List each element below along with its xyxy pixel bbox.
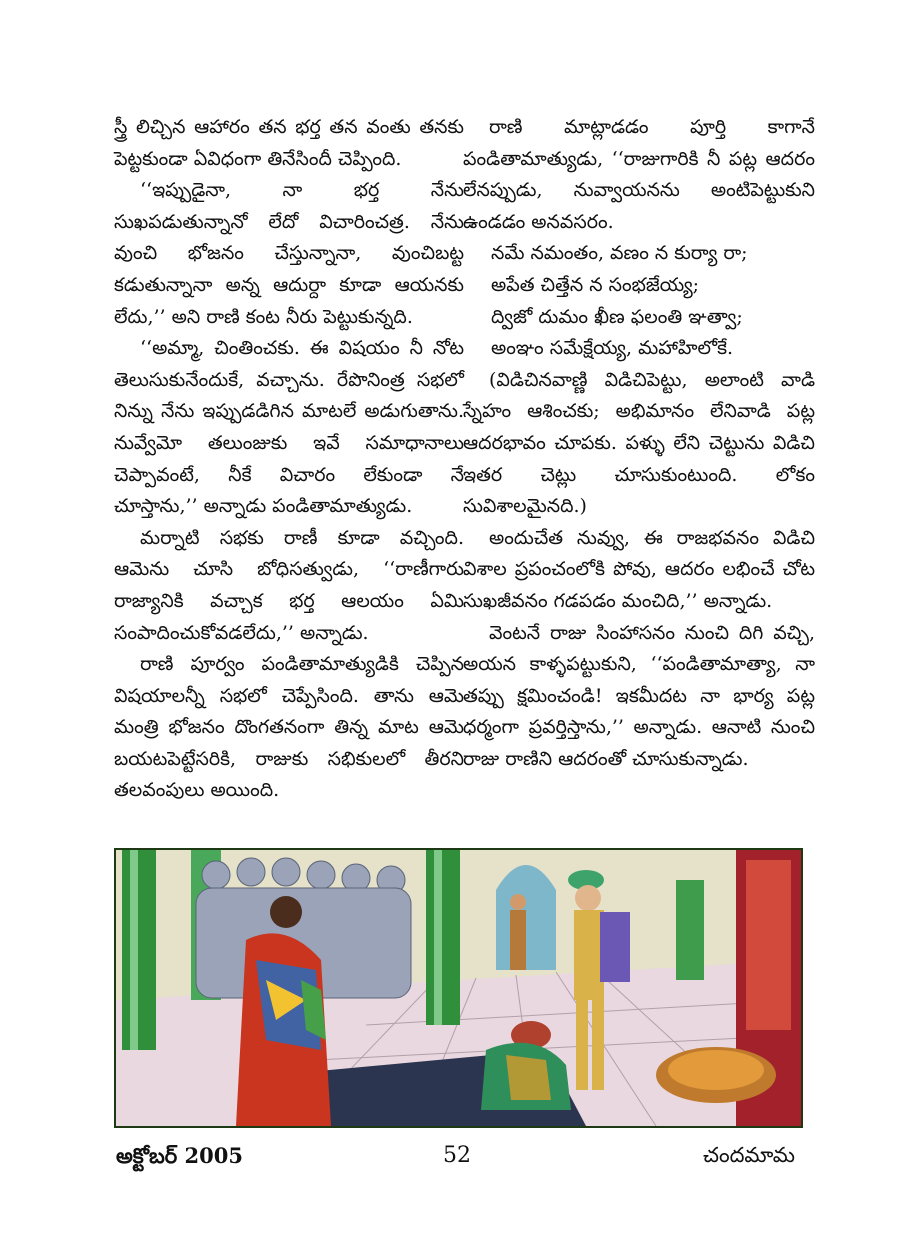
footer-date: అక్టోబర్ 2005 bbox=[116, 1143, 243, 1168]
page-number: 52 bbox=[443, 1143, 471, 1168]
paragraph: రాణి మాట్లాడడం పూర్తి కాగానే పండితామాత్యుడు, ‘‘రాజుగారికి నీ పట్ల ఆదరం లేనప్పుడు, నువ్వాయనను అంటిపెట్టుకుని ఉండడం అనవసరం. bbox=[463, 116, 815, 233]
right-column bbox=[463, 112, 815, 775]
paragraph: వెంటనే రాజు సింహాసనం నుంచి దిగి వచ్చి, అయన కాళ్ళపట్టుకుని, ‘‘పండితామాత్యా, నా తప్పు క్షమించండి! ఇకమీదట నా భార్య పట్ల ధర్మంగా ప్రవర్తిస్తాను,’’ అన్నాడు. ఆనాటి నుంచి రాజు రాణిని ఆదరంతో చూసుకున్నాడు. bbox=[463, 621, 815, 770]
paragraph: ‘‘ఇప్పుడైనా, నా భర్త నేను సుఖపడుతున్నానో లేదో విచారించత్ర. నేను వుంచి భోజనం చేస్తున్నానా, వుంచిబట్ట కడుతున్నానా అన్న ఆదుర్దా కూడా ఆయనకు లేదు,’’ అని రాణి కంట నీరు పెట్టుకున్నది. bbox=[114, 179, 464, 328]
verse-line: అంఞం సమేక్షేయ్య, మహాహిలోకే. bbox=[491, 337, 734, 360]
paragraph: మర్నాటి సభకు రాణీ కూడా వచ్చింది. ఆమెను చూసి బోధిసత్వుడు, ‘‘రాణీగారు రాజ్యానికి వచ్చాక భర్త ఆలయం ఏమి సంపాదించుకోవడలేదు,’’ అన్నాడు. bbox=[114, 526, 464, 644]
paragraph: ‘‘అమ్మా, చింతించకు. ఈ విషయం నీ నోట తెలుసుకునేందుకే, వచ్చాను. రేపొనింత్ర సభలో నిన్ను నేను ఇప్పుడడిగిన మాటలే అడుగుతాను. నువ్వేమో తలుంజుకు ఇవే సమాధానాలు చెప్పావంటే, నీకే విచారం లేకుండా నే చూస్తాను,’’ అన్నాడు పండితామాత్యుడు. bbox=[114, 337, 464, 518]
sanskrit-verse bbox=[463, 238, 815, 364]
story-illustration bbox=[114, 848, 803, 1128]
paragraph: స్త్రీ లిచ్చిన ఆహారం తన భర్త తన వంతు తనకు పెట్టకుండా ఏవిధంగా తినేసిందీ చెప్పింది. bbox=[114, 116, 464, 170]
verse-line: ద్విజో దుమం ఖీణ ఫలంతి ఞత్వా; bbox=[491, 305, 743, 328]
court-scene-illustration bbox=[116, 850, 801, 1126]
paragraph: రాణి పూర్వం పండితామాత్యుడికి చెప్పిన విషయాలన్నీ సభలో చెప్పేసింది. తాను ఆమె మంత్రి భోజనం దొంగతనంగా తిన్న మాట ఆమె బయటపెట్టేసరికి, రాజుకు సభికులలో తీరని తలవంపులు అయింది. bbox=[114, 653, 464, 802]
paragraph: (విడిచినవాణ్ణి విడిచిపెట్టు, అలాంటి వాడి స్నేహం ఆశించకు; అభిమానం లేనివాడి పట్ల ఆదరభావం చూపకు. పళ్ళు లేని చెట్టును విడిచి ఇతర చెట్లు చూసుకుంటుంది. లోకం సువిశాలమైనది.) bbox=[463, 368, 815, 518]
verse-line: అపేత చిత్తేన న సంభజేయ్య; bbox=[491, 273, 700, 296]
left-column bbox=[114, 112, 464, 807]
verse-line: నమే నమంతం, వణం న కుర్యా రా; bbox=[491, 242, 748, 265]
paragraph: అందుచేత నువ్వు, ఈ రాజభవనం విడిచి విశాల ప్రపంచంలోకి పోవు, ఆదరం లభించే చోట సుఖజీవనం గడపడం మంచిది,’’ అన్నాడు. bbox=[463, 526, 815, 612]
magazine-name: చందమామ bbox=[703, 1143, 795, 1167]
